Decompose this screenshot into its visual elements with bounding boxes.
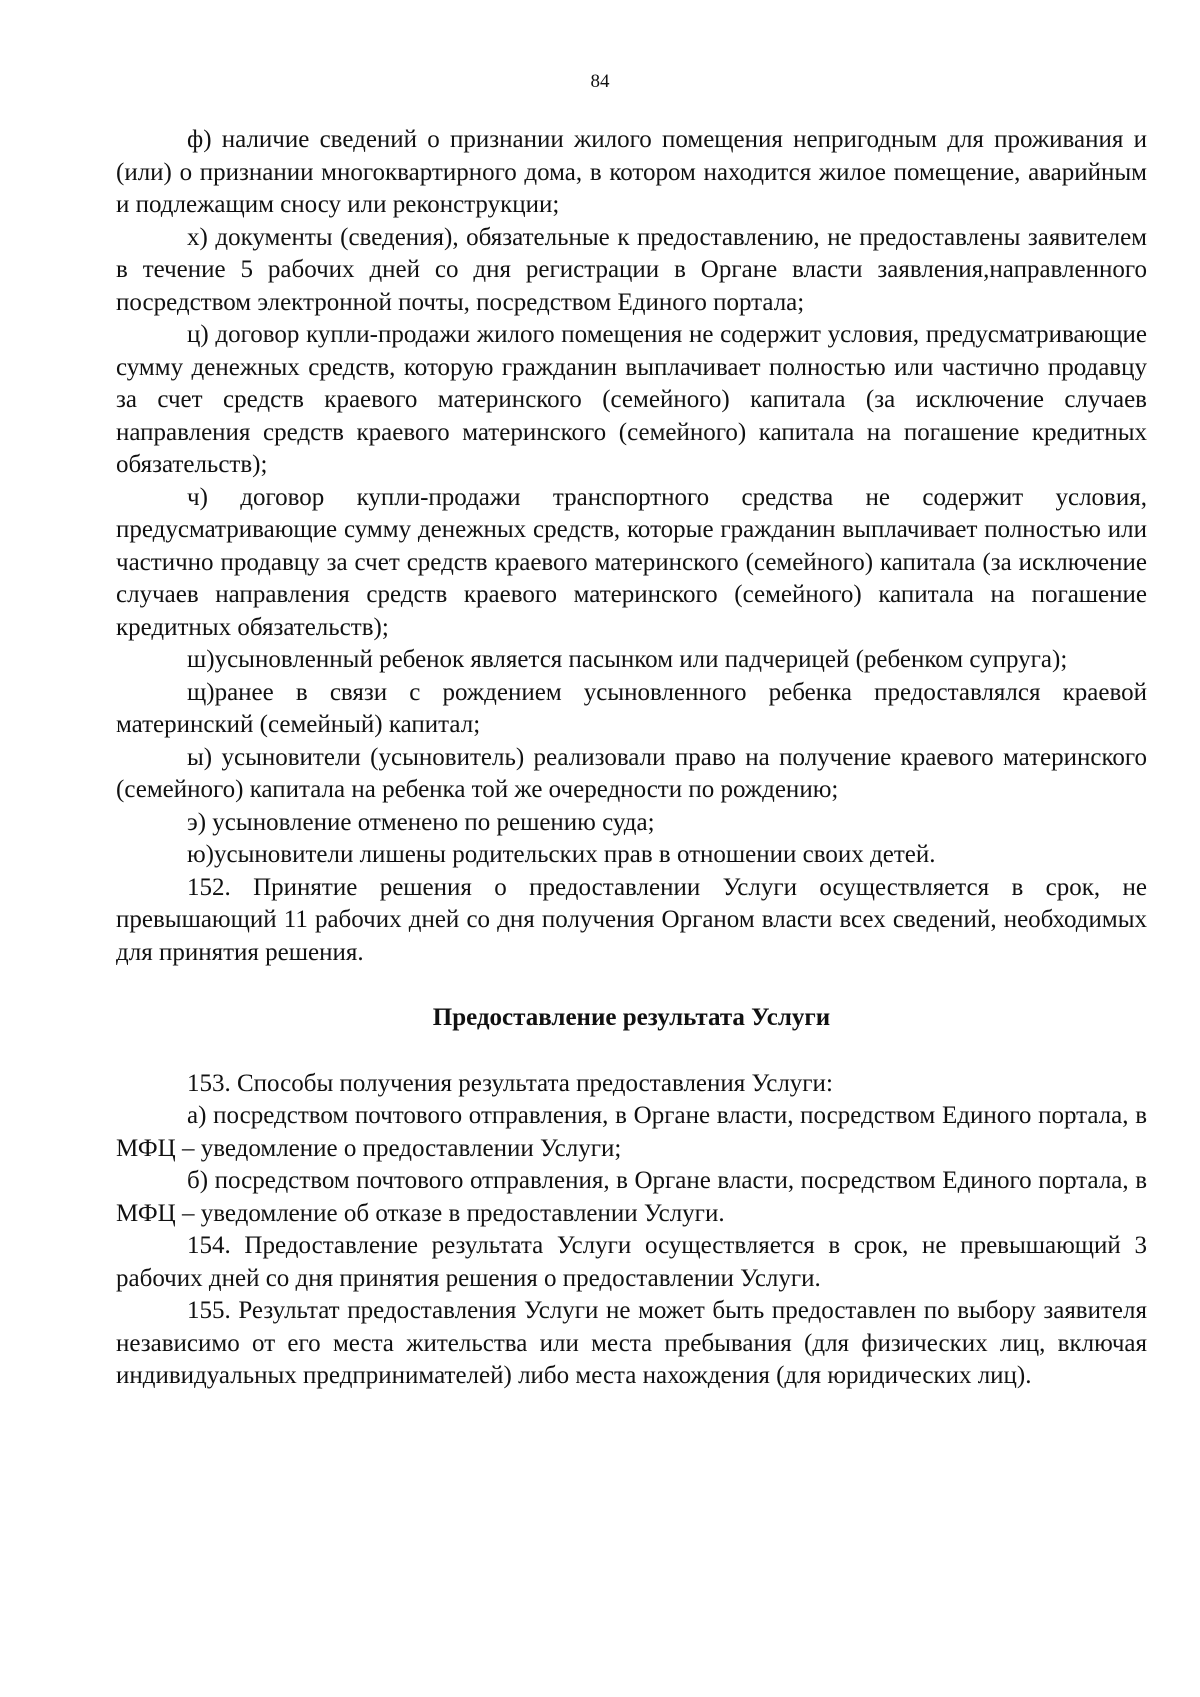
paragraph-ts: ц) договор купли-продажи жилого помещения не содержит условия, предусматривающие сумму денежных средств, которую гражданин выплачивает полностью или частично продавцу за счет средств краевого материнского (семейного) капитала (за исключение случаев направления средств краевого материнского (семейного) капитала на погашение кредитных обязательств);	[116, 321, 1147, 478]
paragraph-shch: щ)ранее в связи с рождением усыновленного ребенка предоставлялся краевой материнский (семейный) капитал;	[116, 678, 1147, 738]
paragraph-152: 152. Принятие решения о предоставлении Услуги осуществляется в срок, не превышающий 11 рабочих дней со дня получения Органом власти всех сведений, необходимых для принятия решения.	[116, 873, 1147, 966]
paragraph-e: э) усыновление отменено по решению суда;	[187, 808, 655, 836]
paragraph-153-b: б) посредством почтового отправления, в Органе власти, посредством Единого портала, в МФЦ – уведомление об отказе в предоставлении Услуги.	[116, 1167, 1147, 1227]
page-number: 84	[590, 71, 610, 92]
document-body	[116, 124, 1147, 1393]
section-heading: Предоставление результата Услуги	[432, 1004, 831, 1031]
paragraph-yu: ю)усыновители лишены родительских прав в отношении своих детей.	[187, 841, 936, 868]
paragraph-y: ы) усыновители (усыновитель) реализовали право на получение краевого материнского (семейного) капитала на ребенка той же очередности по рождению;	[116, 743, 1147, 803]
paragraph-155: 155. Результат предоставления Услуги не может быть предоставлен по выбору заявителя независимо от его места жительства или места пребывания (для физических лиц, включая индивидуальных предпринимателей) либо места нахождения (для юридических лиц).	[116, 1297, 1147, 1389]
paragraph-154: 154. Предоставление результата Услуги осуществляется в срок, не превышающий 3 рабочих дней со дня принятия решения о предоставлении Услуги.	[116, 1232, 1147, 1292]
paragraph-kh: х) документы (сведения), обязательные к предоставлению, не предоставлены заявителем в течение 5 рабочих дней со дня регистрации в Органе власти заявления,направленного посредством электронной почты, посредством Единого портала;	[116, 223, 1147, 316]
paragraph-153-a: а) посредством почтового отправления, в Органе власти, посредством Единого портала, в МФЦ – уведомление о предоставлении Услуги;	[116, 1102, 1147, 1162]
paragraph-sh: ш)усыновленный ребенок является пасынком или падчерицей (ребенком супруга);	[187, 646, 1068, 673]
paragraph-153: 153. Способы получения результата предоставления Услуги:	[187, 1069, 833, 1097]
paragraph-ch: ч) договор купли-продажи транспортного средства не содержит условия, предусматривающие сумму денежных средств, которые гражданин выплачивает полностью или частично продавцу за счет средств краевого материнского (семейного) капитала (за исключение случаев направления средств краевого материнского (семейного) капитала на погашение кредитных обязательств);	[116, 483, 1147, 641]
paragraph-f: ф) наличие сведений о признании жилого помещения непригодным для проживания и (или) о признании многоквартирного дома, в котором находится жилое помещение, аварийным и подлежащим сносу или реконструкции;	[116, 126, 1147, 218]
